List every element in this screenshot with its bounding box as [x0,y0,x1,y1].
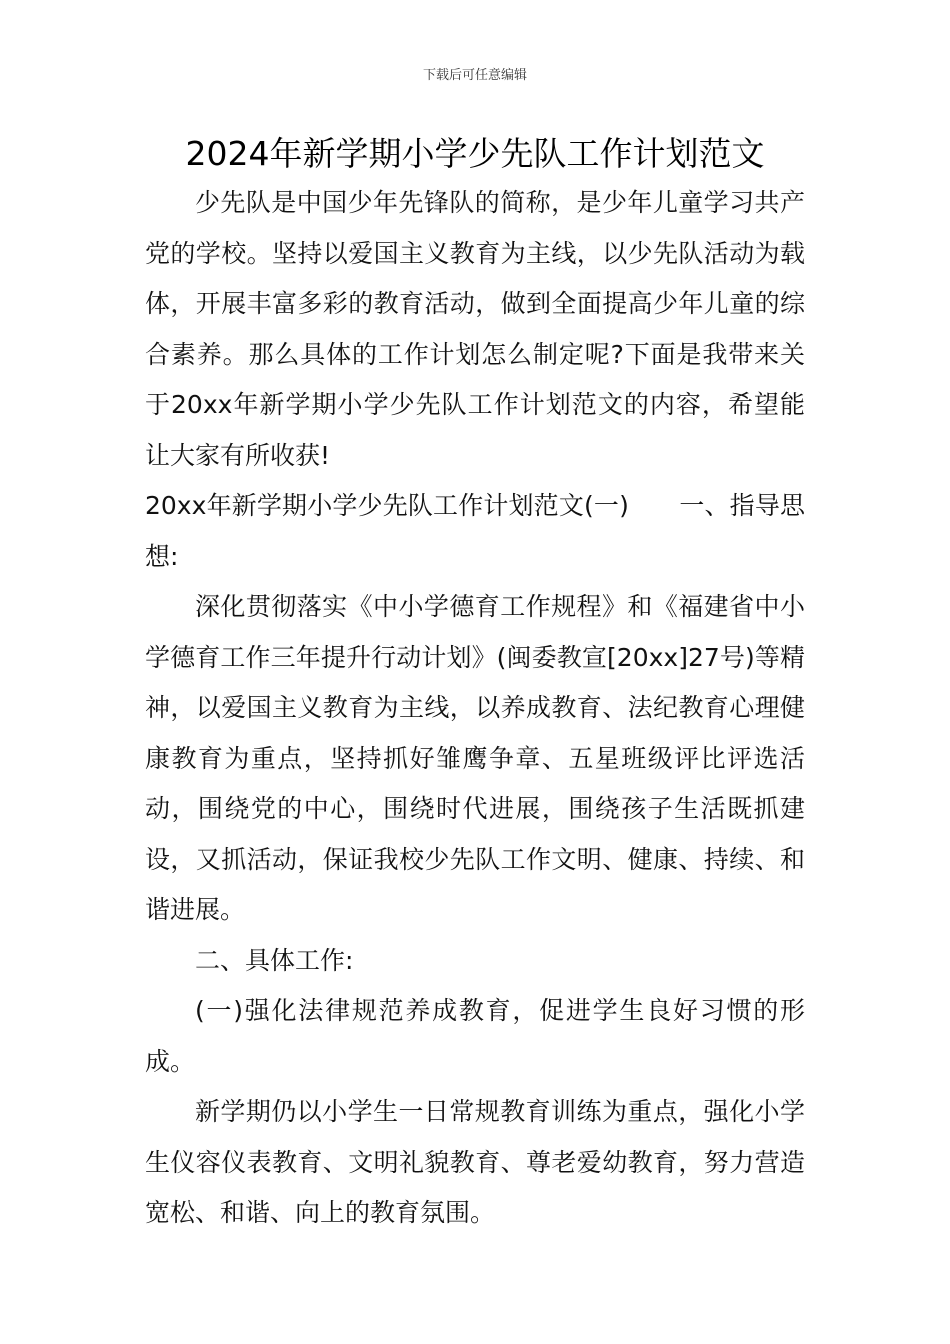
document-title: 2024年新学期小学少先队工作计划范文 [185,134,765,173]
document-body [145,178,805,1239]
paragraph-specific-work-heading: 二、具体工作: [195,945,354,975]
paragraph-subheading-one: (一)强化法律规范养成教育，促进学生良好习惯的形成。 [145,996,805,1076]
header-note: 下载后可任意编辑 [422,68,527,83]
paragraph-section-heading: 20xx年新学期小学少先队工作计划范文(一) 一、指导思想: [145,491,805,571]
paragraph-new-semester: 新学期仍以小学生一日常规教育训练为重点，强化小学生仪容仪表教育、文明礼貌教育、尊老爱幼教育，努力营造宽松、和谐、向上的教育氛围。 [145,1097,805,1227]
paragraph-intro: 少先队是中国少年先锋队的简称，是少年儿童学习共产党的学校。坚持以爱国主义教育为主线，以少先队活动为载体，开展丰富多彩的教育活动，做到全面提高少年儿童的综合素养。那么具体的工作计划怎么制定呢?下面是我带来关于20xx年新学期小学少先队工作计划范文的内容，希望能让大家有所收获! [145,188,805,470]
paragraph-guiding-thought: 深化贯彻落实《中小学德育工作规程》和《福建省中小学德育工作三年提升行动计划》(闽委教宣[20xx]27号)等精神，以爱国主义教育为主线，以养成教育、法纪教育心理健康教育为重点，坚持抓好雏鹰争章、五星班级评比评选活动，围绕党的中心，围绕时代进展，围绕孩子生活既抓建设，又抓活动，保证我校少先队工作文明、健康、持续、和谐进展。 [145,592,805,924]
